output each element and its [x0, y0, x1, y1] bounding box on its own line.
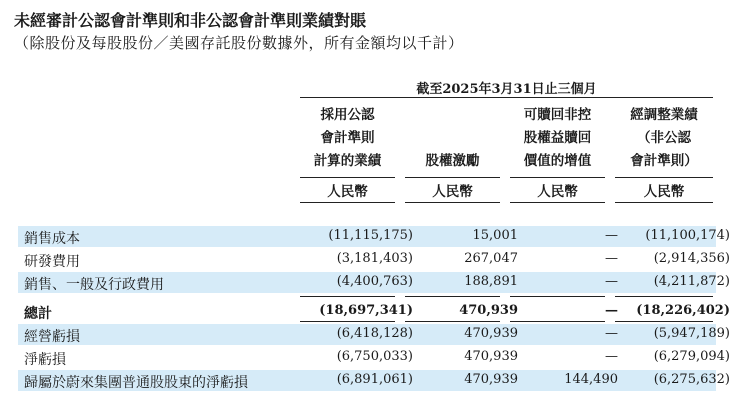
column-header-gaap	[300, 104, 395, 173]
share-comp-value: 470,939	[464, 326, 518, 341]
gaap-value: (11,115,175)	[328, 228, 413, 243]
subtotal-rule	[615, 296, 713, 297]
column-header-line	[405, 127, 500, 150]
column-header-line: 採用公認	[320, 107, 375, 123]
page-title: 未經審計公認會計準則和非公認會計準則業績對賬	[14, 11, 367, 30]
total-rule	[405, 321, 500, 322]
table-row	[18, 226, 730, 247]
row-label: 銷售成本	[24, 231, 80, 247]
share-comp-value: 470,939	[464, 372, 518, 387]
table-row	[18, 272, 730, 293]
column-header-line: 計算的業績	[313, 153, 382, 169]
total-rule	[510, 321, 605, 322]
unit-rule	[510, 202, 605, 203]
accretion-value: —	[605, 274, 618, 289]
period-rule	[300, 97, 713, 98]
adjusted-value: (2,914,356)	[653, 251, 730, 266]
accretion-value: 144,490	[564, 372, 618, 387]
adjusted-value: (6,279,094)	[653, 349, 730, 364]
subtotal-rule	[405, 296, 500, 297]
gaap-value: (18,697,341)	[319, 303, 413, 318]
column-header-line: 會計準則	[320, 130, 375, 146]
adjusted-value: (5,947,189)	[653, 326, 730, 341]
unit-label: 人民幣	[327, 184, 368, 200]
column-header-line: 會計準則）	[630, 153, 698, 169]
adjusted-value: (18,226,402)	[636, 303, 730, 318]
column-header-line: 可贖回非控	[523, 107, 592, 123]
page-subtitle: （除股份及每股股份／美國存託股份數據外，所有金額均以千計）	[14, 34, 464, 52]
accretion-value: —	[605, 303, 618, 318]
subtotal-rule	[510, 296, 605, 297]
gaap-value: (6,418,128)	[336, 326, 413, 341]
share-comp-value: 188,891	[464, 274, 518, 289]
adjusted-value: (6,275,632)	[653, 372, 730, 387]
accretion-value: —	[605, 228, 618, 243]
unit-label: 人民幣	[643, 184, 685, 200]
column-header-line: 股權激勵	[425, 153, 480, 169]
gaap-value: (3,181,403)	[336, 251, 413, 266]
share-comp-value: 267,047	[464, 251, 518, 266]
column-header-share-comp	[405, 104, 500, 173]
gaap-value: (6,750,033)	[336, 349, 413, 364]
total-rule	[300, 321, 395, 322]
row-label: 銷售、一般及行政費用	[24, 277, 164, 293]
row-label: 研發費用	[24, 254, 80, 270]
column-header-line: 價值的增值	[523, 153, 592, 169]
header-rule	[615, 177, 713, 178]
column-header-accretion	[510, 104, 605, 173]
header-rule	[510, 177, 605, 178]
column-header-line	[405, 104, 500, 127]
share-comp-value: 470,939	[464, 349, 518, 364]
subtotal-rule	[300, 296, 395, 297]
table-row	[18, 249, 730, 270]
share-comp-value: 15,001	[472, 228, 518, 243]
share-comp-value: 470,939	[459, 303, 518, 318]
accretion-value: —	[605, 326, 618, 341]
adjusted-value: (11,100,174)	[645, 228, 730, 243]
accretion-value: —	[605, 349, 618, 364]
table-row	[18, 324, 730, 345]
unit-label: 人民幣	[432, 184, 473, 200]
column-header-line: （非公認	[637, 130, 691, 146]
header-rule	[405, 177, 500, 178]
unit-rule	[405, 202, 500, 203]
total-rule	[615, 321, 713, 322]
table-row-total	[18, 301, 730, 322]
period-header: 截至2025年3月31日止三個月	[416, 82, 597, 97]
column-header-line: 股權益贖回	[523, 130, 592, 146]
row-label: 歸屬於蔚來集團普通股股東的淨虧損	[24, 375, 248, 391]
row-label: 淨虧損	[24, 352, 66, 368]
row-label: 總計	[24, 306, 52, 322]
table-row	[18, 370, 730, 391]
gaap-value: (4,400,763)	[336, 274, 413, 289]
adjusted-value: (4,211,872)	[653, 274, 730, 289]
table-row	[18, 347, 730, 368]
gaap-value: (6,891,061)	[336, 372, 413, 387]
unit-rule	[615, 202, 713, 203]
unit-label: 人民幣	[537, 184, 578, 200]
row-label: 經營虧損	[24, 329, 80, 345]
column-header-line: 經調整業績	[630, 107, 698, 123]
header-rule	[300, 177, 395, 178]
unit-rule	[300, 202, 395, 203]
accretion-value: —	[605, 251, 618, 266]
column-header-adjusted	[615, 104, 713, 173]
